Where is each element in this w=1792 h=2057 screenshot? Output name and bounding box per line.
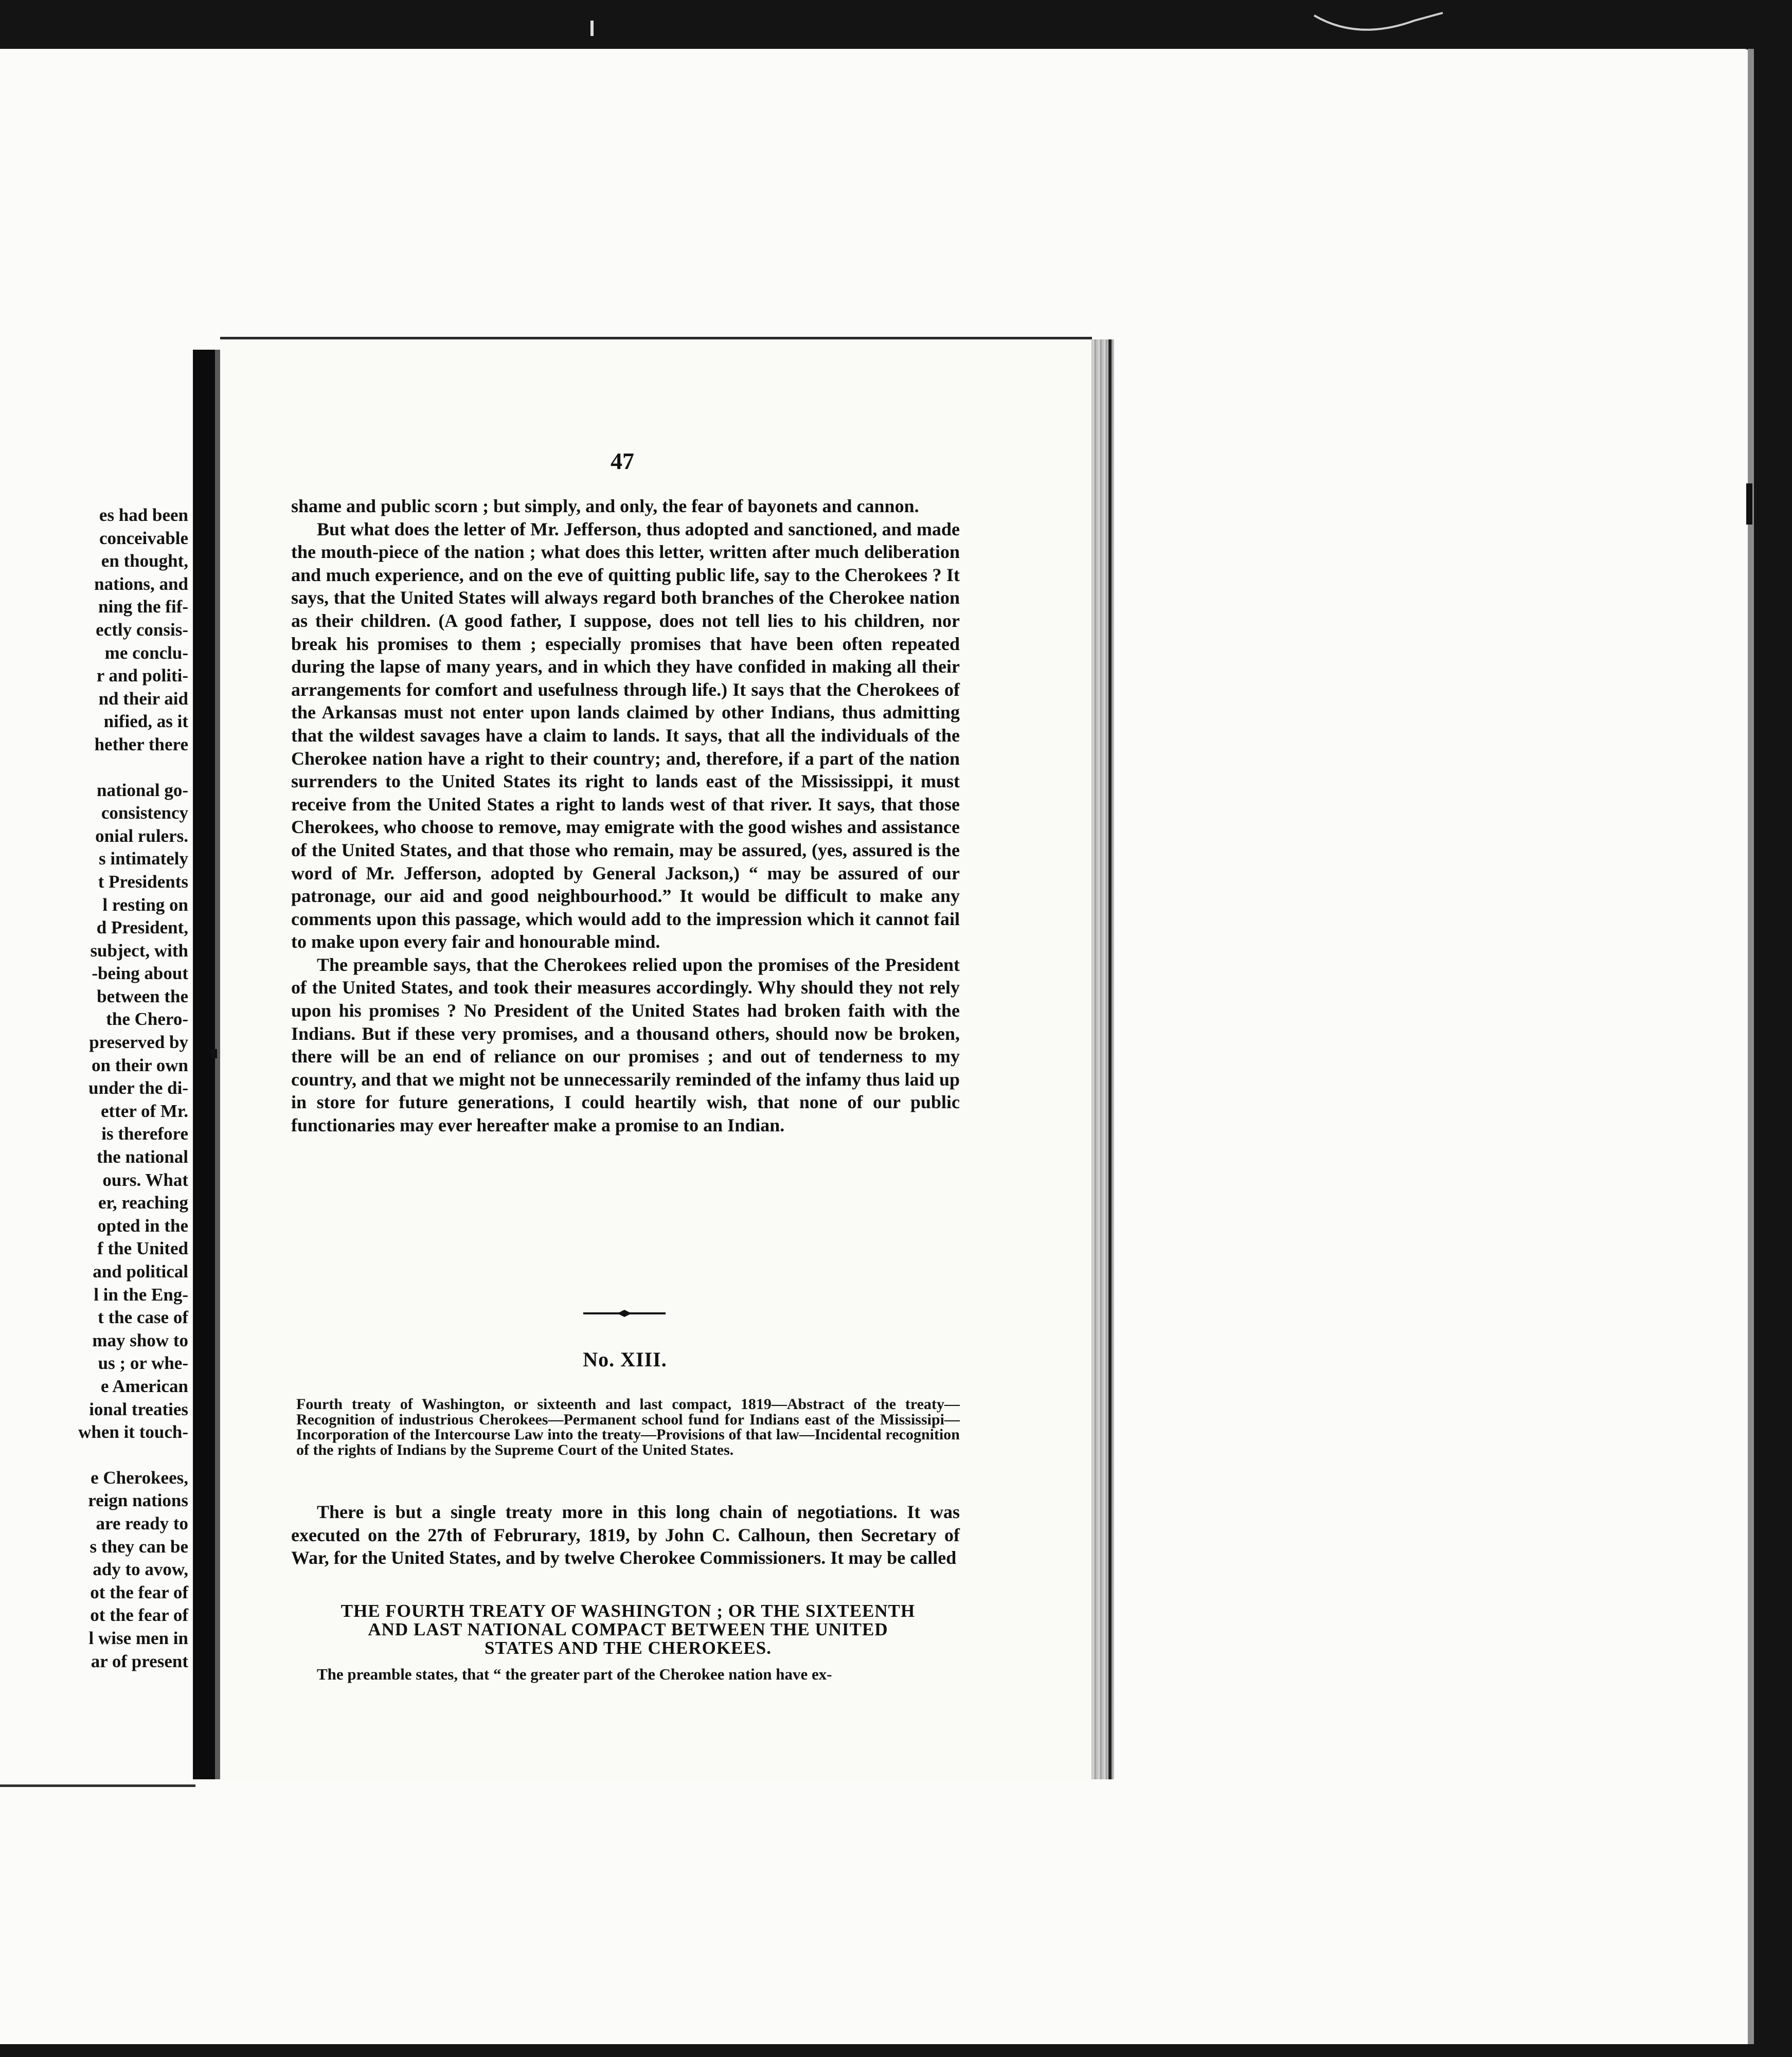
previous-page-line: me conclu-: [104, 642, 188, 663]
previous-page-line: on their own: [92, 1055, 188, 1075]
body-text: [291, 495, 960, 1137]
section-summary: Fourth treaty of Washington, or sixteenth and last compact, 1819—Abstract of the treaty—Recognition of industrious Cherokees—Permanent school fund for Indians east of the Mississipi—Incorporation of the Intercourse Law into the treaty—Provisions of that law—Incidental recognition of the rights of Indians by the Supreme Court of the United States.: [296, 1396, 960, 1458]
treaty-title-line-2: AND LAST NATIONAL COMPACT BETWEEN THE UNITED: [368, 1619, 888, 1639]
previous-page-line: national go-: [97, 780, 188, 800]
treaty-title-line-3: STATES AND THE CHEROKEES.: [485, 1638, 772, 1658]
previous-page-line: l resting on: [102, 894, 188, 915]
previous-page-line: l in the Eng-: [94, 1284, 188, 1305]
last-line: The preamble states, that “ the greater part of the Cherokee nation have ex-: [317, 1665, 832, 1683]
previous-page-line: etter of Mr.: [100, 1100, 188, 1121]
previous-page-line: between the: [97, 986, 188, 1006]
previous-page: [0, 350, 195, 1787]
previous-page-line: ional treaties: [89, 1399, 188, 1419]
book-gutter: [193, 350, 216, 1779]
previous-page-line: nified, as it: [103, 711, 188, 732]
previous-page-line: reign nations: [88, 1490, 188, 1511]
previous-page-line: under the di-: [88, 1078, 188, 1098]
film-scratch: [1312, 10, 1445, 36]
paragraph-1: shame and public scorn ; but simply, and only, the fear of bayonets and cannon.: [291, 496, 919, 516]
previous-page-line: conceivable: [99, 528, 188, 548]
section-body: [291, 1501, 960, 1569]
previous-page-text: [0, 504, 188, 1673]
previous-page-line: hether there: [94, 734, 188, 754]
previous-page-line: may show to: [92, 1330, 188, 1350]
treaty-title: [291, 1602, 965, 1657]
previous-page-line: l wise men in: [88, 1628, 188, 1648]
previous-page-line: e American: [100, 1376, 188, 1396]
previous-page-line: preserved by: [89, 1032, 188, 1053]
film-mark: [590, 21, 594, 36]
previous-page-line: is therefore: [101, 1124, 188, 1144]
frame-edge: [1748, 49, 1754, 2044]
previous-page-line: ar of present: [91, 1651, 188, 1671]
paragraph-3: The preamble says, that the Cherokees relied upon the promises of the President of the United States, and took their measures accordingly. Why should they not rely upon his promises ? No President of the United States had broken faith with the Indians. But if these very promises, and a thousand others, should now be broken, there will be an end of reliance on our promises ; and out of tenderness to my country, and that we might not be unnecessarily reminded of the infamy thus laid up in store for future generations, I could heartily wish, that none of our public functionaries may ever hereafter make a promise to an Indian.: [291, 954, 960, 1136]
previous-page-line: s they can be: [89, 1536, 188, 1557]
previous-page-line: es had been: [99, 505, 188, 525]
previous-page-line: opted in the: [97, 1215, 188, 1236]
previous-page-line: us ; or whe-: [98, 1353, 188, 1374]
previous-page-line: ot the fear of: [90, 1582, 188, 1602]
previous-page-gap: [0, 756, 188, 779]
previous-page-line: t Presidents: [98, 871, 188, 892]
previous-page-line: e Cherokees,: [91, 1467, 188, 1488]
paragraph-2: But what does the letter of Mr. Jefferson, thus adopted and sanctioned, and made the mouth-piece of the nation ; what does this letter, written after much deliberation and much experience, and on the eve of quitting public life, say to the Cherokees ? It says, that the United States will always regard both branches of the Cherokee nation as their children. (A good father, I suppose, does not tell lies to his children, nor break his promises to them ; especially promises that have been often repeated during the lapse of many years, and in which they have confided in making all their arrangements for comfort and usefulness through life.) It says that the Cherokees of the Arkansas must not enter upon lands claimed by other Indians, thus admitting that the wildest savages have a claim to lands. It says, that all the individuals of the Cherokee nation have a right to their country; and, therefore, if a part of the nation surrenders to the United States its right to lands east of the Mississippi, it must receive from the United States a right to lands west of that river. It says, that those Cherokees, who choose to remove, may emigrate with the good wishes and assistance of the United States, and that those who remain, may be assured, (yes, assured is the word of Mr. Jefferson, adopted by General Jackson,) “ may be assured of our patronage, our aid and good neighbourhood.” It would be difficult to make any comments upon this passage, which would add to the impression which it cannot fail to make upon every fair and honourable mind.: [291, 518, 960, 952]
section-paragraph: There is but a single treaty more in this long chain of negotiations. It was executed on the 27th of Februrary, 1819, by John C. Calhoun, then Secretary of War, for the United States, and by twelve Cherokee Commissioners. It may be called: [291, 1502, 960, 1568]
previous-page-line: er, reaching: [98, 1193, 188, 1213]
previous-page-line: ning the fif-: [98, 597, 188, 617]
previous-page-line: are ready to: [96, 1513, 188, 1533]
previous-page-line: s intimately: [98, 849, 188, 869]
previous-page-line: en thought,: [101, 551, 188, 571]
gutter-mark: [211, 1049, 217, 1058]
previous-page-line: -being about: [92, 963, 188, 984]
previous-page-line: nations, and: [94, 573, 188, 594]
page-number: 47: [611, 448, 634, 474]
previous-page-line: nd their aid: [98, 688, 188, 709]
previous-page-line: ours. What: [102, 1169, 188, 1190]
previous-page-line: the national: [97, 1147, 188, 1167]
previous-page-line: d President,: [96, 917, 188, 938]
previous-page-line: onial rulers.: [95, 825, 188, 846]
previous-page-line: ady to avow,: [93, 1559, 188, 1580]
previous-page-line: r and politi-: [96, 665, 188, 686]
previous-page-line: ectly consis-: [96, 619, 188, 640]
previous-page-line: ot the fear of: [90, 1605, 188, 1626]
previous-page-gap: [0, 1444, 188, 1467]
film-edge-mark: [1746, 483, 1752, 525]
section-heading: No. XIII.: [583, 1348, 667, 1371]
previous-page-line: the Chero-: [106, 1009, 188, 1030]
section-divider: [583, 1308, 666, 1319]
previous-page-line: and political: [93, 1261, 188, 1282]
previous-page-line: when it touch-: [78, 1422, 188, 1442]
previous-page-line: t the case of: [98, 1307, 188, 1328]
treaty-title-line-1: THE FOURTH TREATY OF WASHINGTON ; OR THE SIXTEENTH: [341, 1601, 916, 1621]
previous-page-line: subject, with: [90, 940, 188, 961]
previous-page-line: consistency: [101, 803, 188, 823]
previous-page-line: f the United: [97, 1238, 188, 1259]
gutter-shadow: [215, 350, 220, 1779]
page-edge-line: [1108, 339, 1112, 1779]
